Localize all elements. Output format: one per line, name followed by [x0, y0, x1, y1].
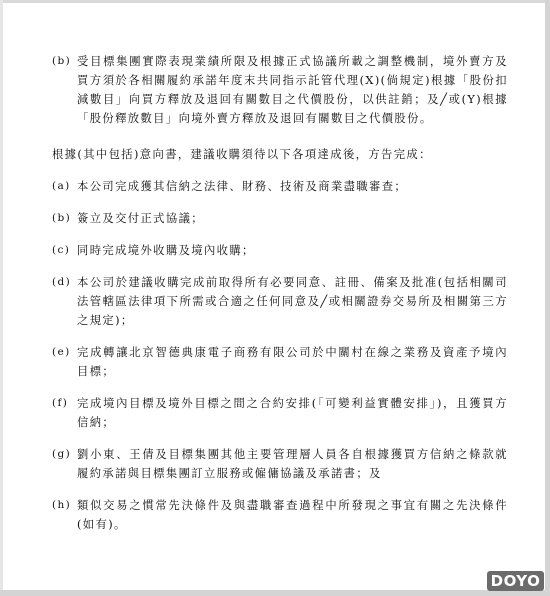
condition-item [52, 343, 508, 381]
item-label: (g) [52, 448, 72, 460]
item-text: 完成境內目標及境外目標之間之合約安排(「可變利益實體安排」)，且獲買方信納； [77, 397, 508, 429]
item-label: (f) [52, 397, 69, 409]
condition-item [52, 394, 508, 432]
item-label: (b) [52, 55, 72, 67]
item-label: (a) [52, 180, 71, 192]
item-text: 類似交易之慣常先決條件及與盡職審查過程中所發現之事宜有關之先決條件(如有)。 [77, 499, 508, 531]
item-text: 簽立及交付正式協議； [77, 212, 204, 225]
condition-item [52, 177, 508, 196]
watermark-text: DOYO [490, 572, 541, 590]
page-frame-bottom [0, 590, 550, 596]
item-label: (b) [52, 212, 72, 224]
item-text: 受目標集團實際表現業績所限及根據正式協議所載之調整機制，境外賣方及買方須於各相關履約承諾年度末共同指示託管代理(X)(倘規定)根據「股份扣減數目」向買方釋放及退回有關數目之代價股份，以供註銷；及╱或(Y)根據「股份釋放數目」向境外賣方釋放及退回有關數目之代價股份。 [77, 55, 508, 125]
page-frame-right [545, 0, 550, 596]
item-text: 劉小東、王倩及目標集團其他主要管理層人員各自根據獲買方信納之條款就履約承諾與目標集團訂立服務或僱傭協議及承諾書；及 [77, 448, 508, 480]
condition-item [52, 209, 508, 228]
document-page [52, 52, 508, 534]
item-label: (d) [52, 276, 72, 288]
top-item [52, 52, 508, 128]
item-label: (h) [52, 499, 72, 511]
item-text: 同時完成境外收購及境內收購； [77, 244, 255, 257]
condition-item [52, 445, 508, 483]
item-label: (e) [52, 346, 71, 358]
item-text: 本公司完成獲其信納之法律、財務、技術及商業盡職審查； [77, 180, 408, 193]
item-text: 本公司於建議收購完成前取得所有必要同意、註冊、備案及批准(包括相關司法管轄區法律項下所需或合適之任何同意及╱或相關證券交易所及相關第三方之規定)； [77, 276, 508, 327]
page-frame-left [0, 0, 3, 596]
item-text: 完成轉讓北京智德典康電子商務有限公司於中關村在線之業務及資產予境內目標； [77, 346, 508, 378]
item-label: (c) [52, 244, 71, 256]
condition-item [52, 273, 508, 330]
condition-item [52, 496, 508, 534]
page-frame-top [0, 0, 550, 3]
condition-item [52, 241, 508, 260]
doyo-watermark-logo [487, 571, 544, 591]
intro-paragraph: 根據(其中包括)意向書，建議收購須待以下各項達成後，方告完成： [52, 148, 432, 161]
